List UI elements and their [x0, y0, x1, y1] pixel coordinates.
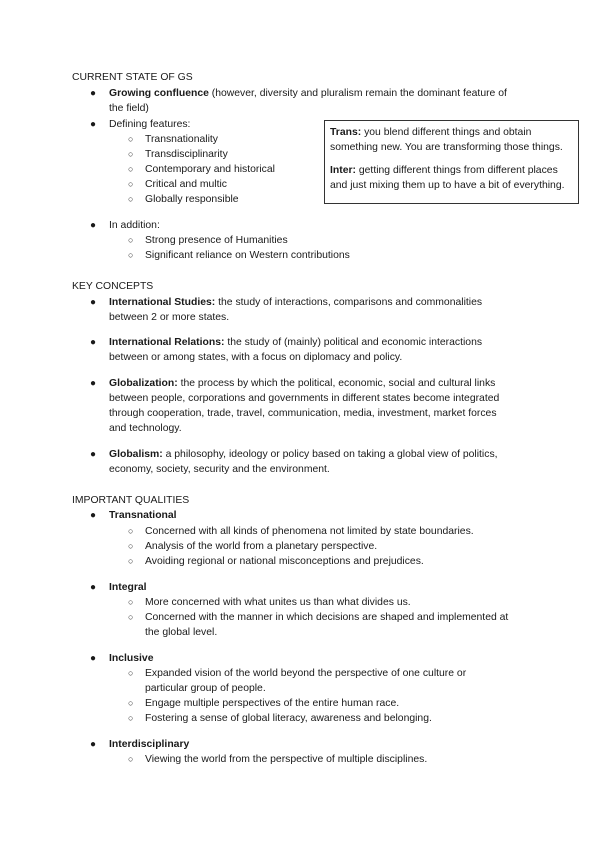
inter-text-2: and just mixing them up to have a bit of everything. — [330, 180, 565, 191]
concept-term: International Studies: — [109, 297, 216, 308]
confluence-term: Growing confluence — [109, 88, 209, 99]
trans-label: Trans: — [330, 127, 362, 138]
confluence-line-1 — [109, 86, 528, 101]
quality-title: Transnational — [109, 510, 177, 521]
circle-bullet-icon: ○ — [128, 235, 134, 245]
quality-title: Inclusive — [109, 653, 154, 664]
quality-point: More concerned with what unites us than what divides us. — [145, 597, 411, 608]
circle-bullet-icon: ○ — [128, 250, 134, 260]
feature-item: Globally responsible — [145, 194, 239, 205]
circle-bullet-icon: ○ — [128, 698, 134, 708]
concept-line: economy, society, security and the environment. — [109, 464, 330, 475]
quality-point: Engage multiple perspectives of the entire human race. — [145, 698, 400, 709]
bullet-icon: ● — [90, 297, 97, 308]
circle-bullet-icon: ○ — [128, 526, 134, 536]
note-box — [324, 120, 579, 204]
key-concepts-heading: KEY CONCEPTS — [72, 281, 154, 292]
bullet-icon: ● — [90, 337, 97, 348]
quality-point: Avoiding regional or national misconceptions and prejudices. — [145, 556, 424, 567]
addition-item: Strong presence of Humanities — [145, 235, 288, 246]
current-state-heading: CURRENT STATE OF GS — [72, 72, 193, 83]
trans-note — [330, 125, 573, 155]
feature-item: Contemporary and historical — [145, 164, 275, 175]
concept-line: between 2 or more states. — [109, 312, 230, 323]
confluence-line-2: the field) — [109, 103, 149, 114]
quality-point: Expanded vision of the world beyond the perspective of one culture or — [145, 668, 467, 679]
quality-point: the global level. — [145, 627, 218, 638]
circle-bullet-icon: ○ — [128, 149, 134, 159]
addition-label: In addition: — [109, 220, 160, 231]
concept-term: International Relations: — [109, 337, 225, 348]
feature-item: Transdisciplinarity — [145, 149, 228, 160]
concept-line — [109, 295, 528, 310]
circle-bullet-icon: ○ — [128, 597, 134, 607]
concept-term: Globalization: — [109, 378, 178, 389]
inter-text-1: getting different things from different places — [355, 165, 558, 176]
concept-line: between or among states, with a focus on diplomacy and policy. — [109, 352, 403, 363]
bullet-icon: ● — [90, 220, 97, 231]
quality-title: Integral — [109, 582, 147, 593]
addition-item: Significant reliance on Western contributions — [145, 250, 350, 261]
concept-text: the study of interactions, comparisons and commonalities — [215, 297, 483, 308]
inter-note — [330, 163, 573, 193]
concept-term: Globalism: — [109, 449, 163, 460]
quality-point: Concerned with all kinds of phenomena not limited by state boundaries. — [145, 526, 474, 537]
quality-point: Viewing the world from the perspective of multiple disciplines. — [145, 754, 428, 765]
bullet-icon: ● — [90, 449, 97, 460]
qualities-heading: IMPORTANT QUALITIES — [72, 495, 190, 506]
concept-line — [109, 376, 528, 391]
feature-item: Transnationality — [145, 134, 218, 145]
circle-bullet-icon: ○ — [128, 179, 134, 189]
circle-bullet-icon: ○ — [128, 164, 134, 174]
concept-line — [109, 447, 528, 462]
circle-bullet-icon: ○ — [128, 612, 134, 622]
circle-bullet-icon: ○ — [128, 754, 134, 764]
bullet-icon: ● — [90, 119, 97, 130]
concept-line — [109, 335, 528, 350]
trans-text-1: you blend different things and obtain — [361, 127, 532, 138]
confluence-text: (however, diversity and pluralism remain the dominant feature of — [208, 88, 507, 99]
circle-bullet-icon: ○ — [128, 713, 134, 723]
bullet-icon: ● — [90, 582, 97, 593]
quality-point: Fostering a sense of global literacy, awareness and belonging. — [145, 713, 432, 724]
circle-bullet-icon: ○ — [128, 668, 134, 678]
concept-text: the study of (mainly) political and economic interactions — [224, 337, 483, 348]
quality-point: particular group of people. — [145, 683, 266, 694]
quality-point: Concerned with the manner in which decisions are shaped and implemented at — [145, 612, 509, 623]
concept-line: between people, corporations and governments in different states become integrated — [109, 393, 500, 404]
circle-bullet-icon: ○ — [128, 541, 134, 551]
concept-line: through cooperation, trade, travel, communication, media, investment, market forces — [109, 408, 497, 419]
trans-text-2: something new. You are transforming those things. — [330, 142, 563, 153]
concept-line: and technology. — [109, 423, 182, 434]
quality-title: Interdisciplinary — [109, 739, 190, 750]
bullet-icon: ● — [90, 739, 97, 750]
quality-point: Analysis of the world from a planetary perspective. — [145, 541, 378, 552]
feature-item: Critical and multic — [145, 179, 227, 190]
bullet-icon: ● — [90, 510, 97, 521]
bullet-icon: ● — [90, 653, 97, 664]
concept-text: the process by which the political, economic, social and cultural links — [177, 378, 496, 389]
circle-bullet-icon: ○ — [128, 134, 134, 144]
concept-text: a philosophy, ideology or policy based on taking a global view of politics, — [162, 449, 498, 460]
bullet-icon: ● — [90, 378, 97, 389]
bullet-icon: ● — [90, 88, 97, 99]
defining-features-label: Defining features: — [109, 119, 191, 130]
circle-bullet-icon: ○ — [128, 556, 134, 566]
inter-label: Inter: — [330, 165, 356, 176]
circle-bullet-icon: ○ — [128, 194, 134, 204]
